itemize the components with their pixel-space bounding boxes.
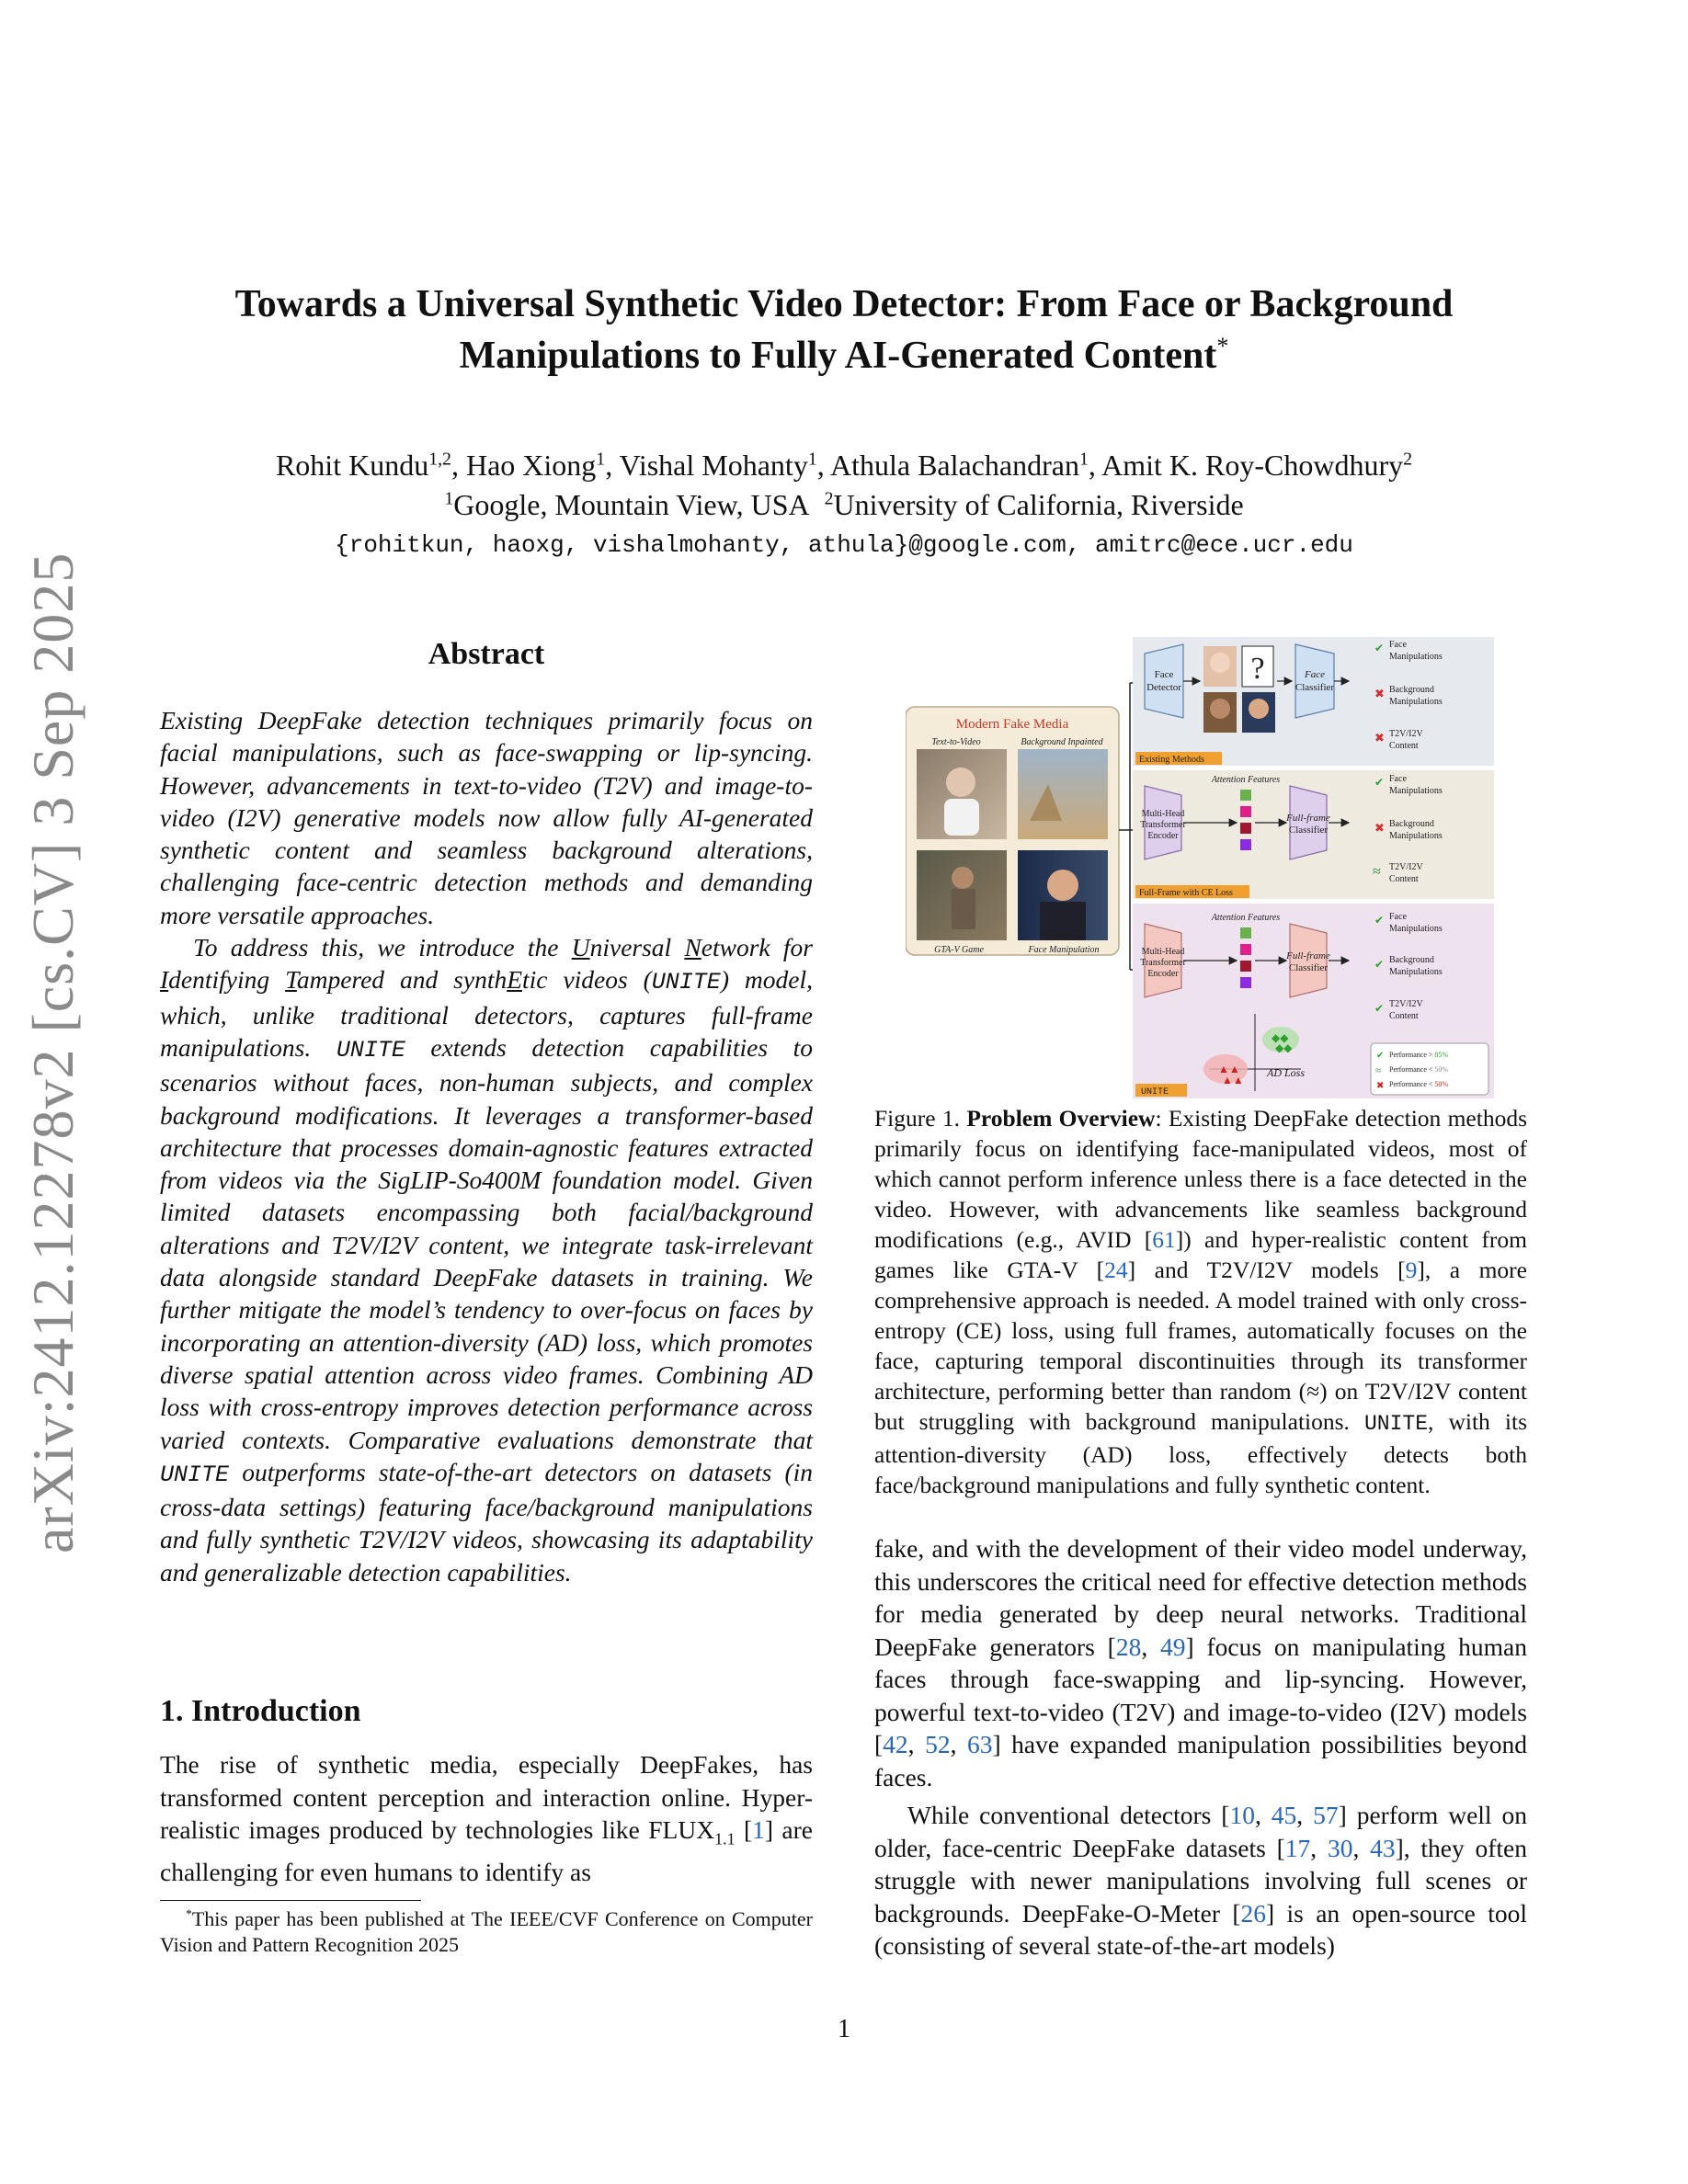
author-affil-mark: 1,2 <box>428 449 451 470</box>
svg-text:Classifier: Classifier <box>1288 962 1329 973</box>
media-label: GTA-V Game <box>934 945 984 955</box>
svg-text:Multi-Head: Multi-Head <box>1141 947 1185 957</box>
abstract-body <box>160 704 813 1588</box>
abstract-heading: Abstract <box>428 637 545 671</box>
citation-link[interactable]: 42 <box>883 1730 908 1758</box>
media-label: Background Inpainted <box>1021 737 1103 747</box>
svg-text:Face: Face <box>1389 640 1407 650</box>
intro-paragraph: fake, and with the development of their video model underway, this underscores the critical need for effective detection methods for media generated by deep neural networks. Traditional DeepFake generators [28, 49] focus on manipulating human faces through face-swapping and lip-syncing. However, powerful text-to-video (T2V) and image-to-video (I2V) models [42, 52, 63] have expanded manipulation possibilities beyond faces. <box>874 1534 1528 1792</box>
check-icon: ✔ <box>1374 958 1385 971</box>
citation-link[interactable]: 57 <box>1313 1801 1339 1829</box>
svg-text:Full-frame: Full-frame <box>1286 950 1330 961</box>
svg-text:≈: ≈ <box>1375 1065 1382 1076</box>
svg-text:Manipulations: Manipulations <box>1389 831 1443 841</box>
check-icon: ✔ <box>1374 642 1385 654</box>
svg-text:Background: Background <box>1389 685 1434 695</box>
svg-text:Manipulations: Manipulations <box>1389 652 1443 662</box>
svg-text:Full-Frame with CE Loss: Full-Frame with CE Loss <box>1139 888 1233 898</box>
intro-left-paragraph: The rise of synthetic media, especially DeepFakes, has transformed content perception and interaction online. Hyper-realistic images produced by technologies like $FLUX_{1.1}$ [1] are challenging for even humans to identify as <box>160 1750 813 1886</box>
svg-text:UNITE: UNITE <box>1141 1087 1169 1098</box>
svg-text:Manipulations: Manipulations <box>1389 786 1443 796</box>
svg-text:Classifier: Classifier <box>1295 682 1335 693</box>
svg-text:◆◆: ◆◆ <box>1272 1031 1289 1044</box>
svg-text:Performance > 85%: Performance > 85% <box>1389 1051 1449 1059</box>
title-line-2: Manipulations to Fully AI-Generated Content <box>459 335 1217 377</box>
author-affil-mark: 1 <box>596 449 606 470</box>
svg-text:Detector: Detector <box>1146 682 1181 693</box>
media-title: Modern Fake Media <box>955 717 1069 732</box>
paper-title <box>138 279 1550 381</box>
svg-text:Encoder: Encoder <box>1147 831 1179 841</box>
footnote-rule <box>160 1900 421 1901</box>
svg-text:▲▲: ▲▲ <box>1222 1074 1244 1086</box>
svg-text:T2V/I2V: T2V/I2V <box>1389 862 1423 872</box>
svg-text:✖: ✖ <box>1376 1081 1385 1091</box>
citation-link[interactable]: 45 <box>1271 1801 1297 1829</box>
author-name: Rohit Kundu <box>275 449 429 482</box>
figure-1-diagram <box>906 637 1494 1098</box>
author-affil-mark: 1 <box>807 449 817 470</box>
citation-link[interactable]: 26 <box>1240 1898 1267 1928</box>
svg-text:Transformer: Transformer <box>1140 820 1186 830</box>
svg-text:?: ? <box>1250 652 1265 686</box>
section-heading-introduction: 1. Introduction <box>160 1694 361 1728</box>
svg-text:Manipulations: Manipulations <box>1389 967 1443 977</box>
svg-text:T2V/I2V: T2V/I2V <box>1389 729 1423 739</box>
background-inpainted-thumbnail <box>1018 749 1108 839</box>
svg-text:Performance < 50%: Performance < 50% <box>1389 1065 1449 1074</box>
svg-text:▲▲: ▲▲ <box>1218 1063 1240 1075</box>
author-name: Amit K. Roy-Chowdhury <box>1101 449 1404 482</box>
author-affil-mark: 2 <box>1403 449 1413 470</box>
footnote: *This paper has been published at The IEEE/CVF Conference on Computer Vision and Pattern Recognition 2025 <box>160 1906 813 1956</box>
check-icon: ✔ <box>1374 776 1385 789</box>
cross-icon: ✖ <box>1374 821 1385 835</box>
arxiv-stamp: arXiv:2412.12278v2 [cs.CV] 3 Sep 2025 <box>20 552 86 1553</box>
panel-full-frame-ce <box>1133 770 1494 899</box>
affiliation-1: Google, Mountain View, USA <box>453 488 810 521</box>
intro-paragraph: While conventional detectors [10, 45, 57] perform well on older, face-centric DeepFake datasets [17, 30, 43], they often struggle with newer manipulations involving full scenes or backgrounds. DeepFake-O-Meter [26] is an open-source tool (consisting of several state-of-the-art models) <box>874 1801 1528 1960</box>
svg-text:Full-frame: Full-frame <box>1286 813 1330 824</box>
affil-mark: 1 <box>444 488 454 509</box>
svg-text:Manipulations: Manipulations <box>1389 924 1443 934</box>
svg-text:Background: Background <box>1389 955 1434 965</box>
svg-text:Manipulations: Manipulations <box>1389 697 1443 707</box>
citation-link[interactable]: 1 <box>752 1815 765 1844</box>
modern-fake-media-panel <box>906 707 1119 955</box>
approx-icon: ≈ <box>1373 864 1381 880</box>
citation-link[interactable]: 30 <box>1327 1833 1353 1862</box>
abstract-paragraph-2: To address this, we introduce the Universal Network for Identifying Tampered and synthEtic videos (UNITE) model, which, unlike traditional detectors, captures full-frame manipulations. UNITE extends detection capabilities to scenarios without faces, non-human subjects, and complex background modifications. It leverages a transformer-based architecture that processes domain-agnostic features extracted from videos via the SigLIP-So400M foundation model. Given limited datasets encompassing both facial/background alterations and T2V/I2V content, we integrate task-irrelevant data alongside standard DeepFake datasets in training. We further mitigate the model’s tendency to over-focus on faces by incorporating an attention-diversity (AD) loss, which promotes diverse spatial attention across video frames. Combining AD loss with cross-entropy improves detection performance across varied contexts. Comparative evaluations demonstrate that UNITE outperforms state-of-the-art detectors on datasets (in cross-data settings) featuring face/background manipulations and fully synthetic T2V/I2V videos, showcasing its adaptability and generalizable detection capabilities. <box>160 933 813 1587</box>
svg-text:✔: ✔ <box>1376 1051 1385 1061</box>
media-label: Face Manipulation <box>1028 945 1100 955</box>
citation-link[interactable]: 17 <box>1284 1833 1311 1862</box>
media-label: Text-to-Video <box>931 737 981 747</box>
panel-unite <box>1133 904 1494 1098</box>
svg-text:Multi-Head: Multi-Head <box>1141 809 1185 819</box>
unite-name: UNITE <box>160 1461 230 1488</box>
figure-1 <box>906 637 1494 1098</box>
panel-existing-methods <box>1133 637 1494 766</box>
author-name: Hao Xiong <box>465 449 597 482</box>
citation-link[interactable]: 52 <box>925 1730 951 1758</box>
svg-text:Attention Features: Attention Features <box>1211 775 1281 785</box>
citation-link[interactable]: 24 <box>1104 1257 1128 1283</box>
title-footnote-mark: * <box>1216 333 1229 359</box>
ad-loss-label: AD Loss <box>1267 1066 1306 1079</box>
svg-text:Face: Face <box>1154 669 1174 680</box>
intro-right-column <box>874 1532 1527 1962</box>
svg-text:Face: Face <box>1305 669 1325 680</box>
svg-text:Classifier: Classifier <box>1288 825 1329 836</box>
svg-text:◆◆: ◆◆ <box>1275 1041 1293 1054</box>
svg-text:Content: Content <box>1389 1011 1419 1021</box>
svg-text:Attention Features: Attention Features <box>1211 913 1281 923</box>
affiliation-2: University of California, Riverside <box>833 488 1244 521</box>
unite-name: UNITE <box>336 1036 405 1064</box>
citation-link[interactable]: 43 <box>1370 1833 1396 1862</box>
author-name: Vishal Mohanty <box>619 449 808 482</box>
abstract-paragraph-1: Existing DeepFake detection techniques primarily focus on facial manipulations, such as face-swapping or lip-syncing. However, advancements in text-to-video (T2V) and image-to-video (I2V) generative models now allow fully AI-generated synthetic content and seamless background alterations, challenging face-centric detection methods and demanding more versatile approaches. <box>160 706 813 929</box>
citation-link[interactable]: 28 <box>1115 1632 1142 1661</box>
author-affil-mark: 1 <box>1078 449 1089 470</box>
check-icon: ✔ <box>1374 914 1385 927</box>
page-number: 1 <box>838 2015 850 2043</box>
svg-text:Encoder: Encoder <box>1147 969 1179 979</box>
unite-name: UNITE <box>651 969 721 996</box>
svg-text:Face: Face <box>1389 912 1407 922</box>
check-icon: ✔ <box>1374 1002 1385 1015</box>
svg-text:Transformer: Transformer <box>1140 958 1186 968</box>
author-name: Athula Balachandran <box>829 449 1079 482</box>
citation-link[interactable]: 10 <box>1229 1801 1255 1829</box>
svg-text:Face: Face <box>1389 774 1407 784</box>
unite-name: UNITE <box>1364 1412 1429 1436</box>
citation-link[interactable]: 63 <box>966 1730 993 1758</box>
svg-text:Content: Content <box>1389 741 1419 751</box>
figure-1-caption: Figure 1. Problem Overview: Existing DeepFake detection methods primarily focus on identifying face-manipulated videos, most of which cannot perform inference unless there is a face detected in the video. However, with advancements like seamless background modifications (e.g., AVID [61]) and hyper-realistic content from games like GTA-V [24] and T2V/I2V models [9], a more comprehensive approach is needed. A model trained with only cross-entropy (CE) loss, using full frames, automatically focuses on the face, capturing temporal discontinuities through its transformer architecture, performing better than random (≈) on T2V/I2V content but struggling with background manipulations. UNITE, with its attention-diversity (AD) loss, effectively detects both face/background manipulations and fully synthetic content. <box>874 1105 1527 1498</box>
citation-link[interactable]: 49 <box>1160 1632 1186 1661</box>
author-list: Rohit Kundu$^{1,2}$, Hao Xiong$^1$, Vishal Mohanty$^1$, Athula Balachandran$^1$, Amit K. Roy-Chowdhury$^2$ <box>275 449 1413 482</box>
svg-text:Background: Background <box>1389 819 1434 829</box>
title-line-1: Towards a Universal Synthetic Video Detector: From Face or Background <box>234 283 1454 325</box>
affiliations <box>138 484 1550 525</box>
svg-text:Existing Methods: Existing Methods <box>1139 755 1204 765</box>
author-emails: {rohitkun, haoxg, vishalmohanty, athula}@google.com, amitrc@ece.ucr.edu <box>335 531 1353 559</box>
cross-icon: ✖ <box>1374 731 1385 745</box>
svg-text:Performance < 50%: Performance < 50% <box>1389 1080 1449 1088</box>
citation-link[interactable]: 9 <box>1405 1257 1418 1283</box>
cross-icon: ✖ <box>1374 687 1385 700</box>
citation-link[interactable]: 61 <box>1152 1226 1176 1253</box>
svg-text:Content: Content <box>1389 874 1419 884</box>
svg-text:T2V/I2V: T2V/I2V <box>1389 999 1423 1009</box>
affil-mark: 2 <box>824 488 834 509</box>
